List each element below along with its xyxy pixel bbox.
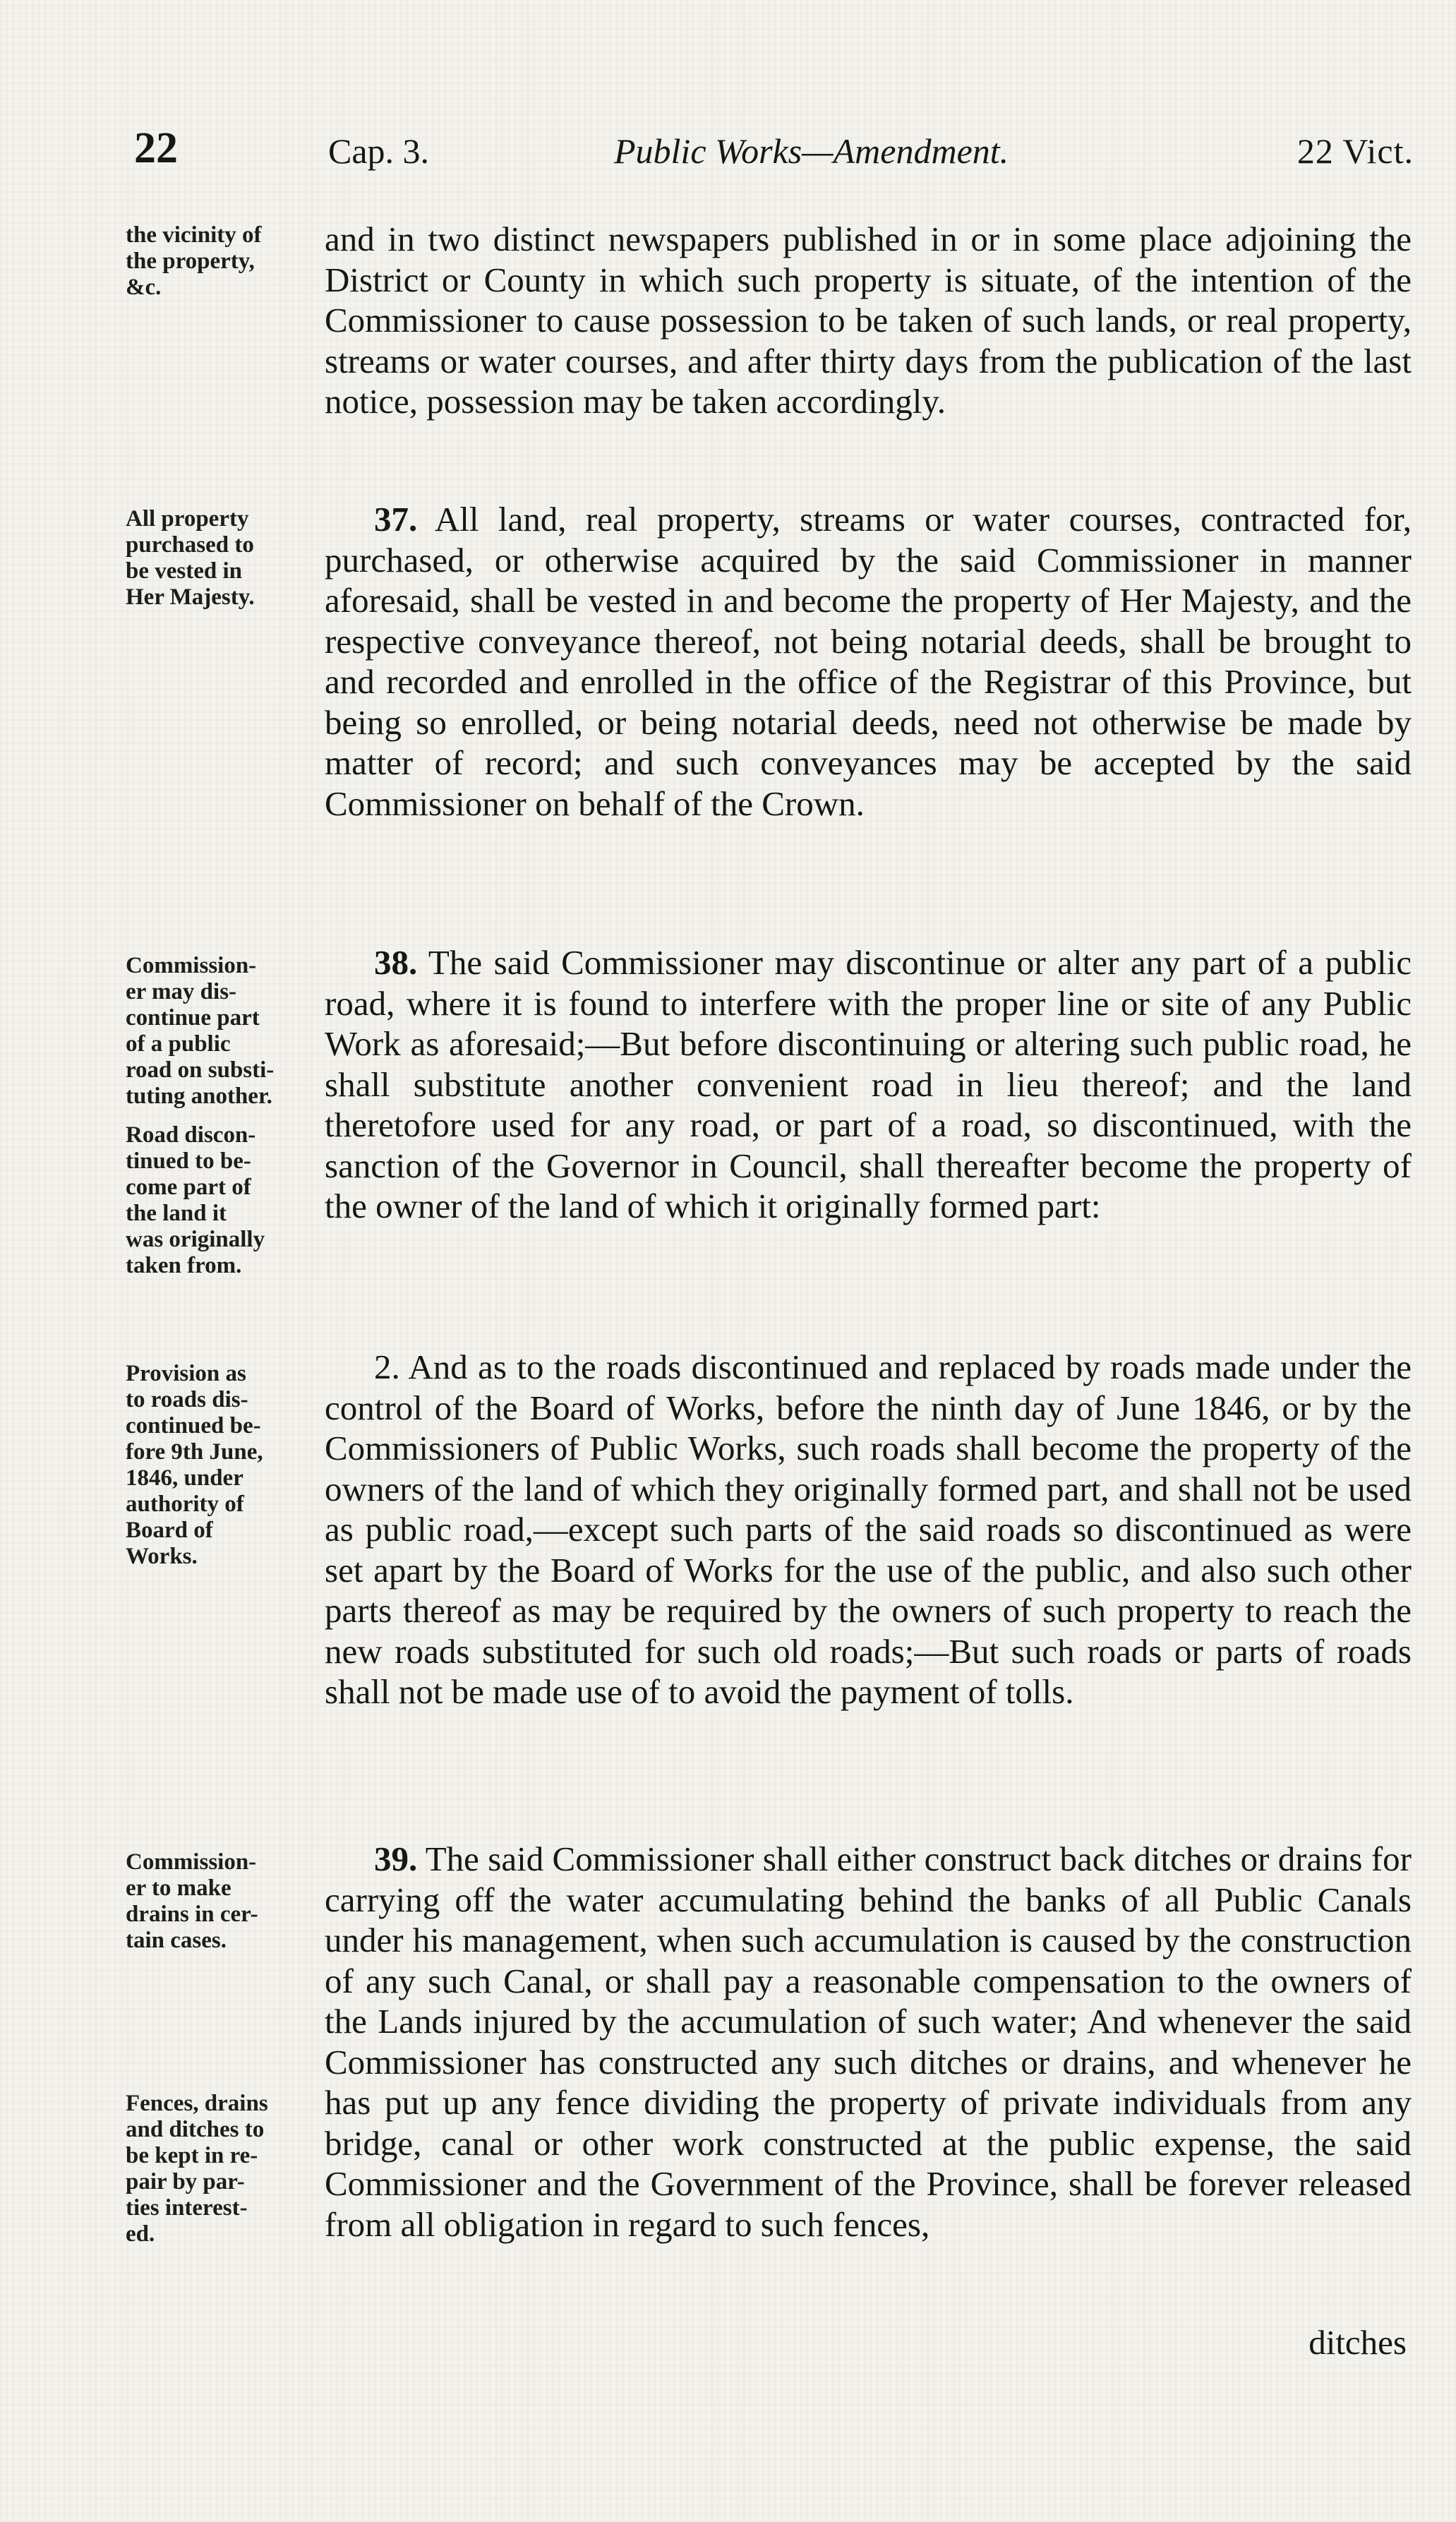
section-number: 39.: [374, 1839, 418, 1878]
paragraph-continuation: [325, 219, 1412, 422]
margin-note: Provision as to roads dis- continued be- fore 9th June, 1846, under authority of Board of Works.: [126, 1361, 263, 1569]
margin-note: Commission- er may dis- continue part of a public road on substi- tuting another.: [126, 953, 275, 1109]
section-38: [325, 942, 1412, 1227]
section-39: [325, 1839, 1412, 2245]
section-37: [325, 499, 1412, 824]
paragraph-text: The said Commissioner may discontinue or alter any part of a public road, where it is found to interfere with the proper line or site of any Public Work as aforesaid;—But before discontinuing or altering such public road, he shall substitute another convenient road in lieu thereof; and the land theretofore used for any road, or part of a road, so discontinued, with the sanction of the Governor in Council, shall thereafter become the property of the owner of the land of which it originally formed part:: [325, 943, 1412, 1225]
paragraph-text: 2. And as to the roads discontinued and replaced by roads made under the control of the Board of Works, before the ninth day of June 1846, or by the Commissioners of Public Works, such roads shall become the property of the owners of the land of which they originally formed part, and shall not be used as public road,—except such parts of the said roads so discontinued as were set apart by the Board of Works for the use of the public, and also such other parts thereof as may be required by the owners of such property to reach the new roads substituted for such old roads;—But such roads or parts of roads shall not be made use of to avoid the payment of tolls.: [325, 1347, 1412, 1711]
margin-note: Fences, drains and ditches to be kept in re- pair by par- ties interest- ed.: [126, 2091, 268, 2247]
subsection-2: [325, 1347, 1412, 1712]
margin-note: the vicinity of the property, &c.: [126, 222, 262, 300]
page-number: 22: [134, 124, 178, 172]
margin-note: Road discon- tinued to be- come part of the land it was originally taken from.: [126, 1122, 265, 1278]
paragraph-text: The said Commissioner shall either construct back ditches or drains for carrying off the water accumulating behind the banks of all Public Canals under his management, when such accumulation is caused by the construction of any such Canal, or shall pay a reasonable compensation to the owners of the Lands injured by the accumulation of such water; And whenever the said Commissioner has constructed any such ditches or drains, and whenever he has put up any fence dividing the property of private individuals from any bridge, canal or other work constructed at the public expense, the said Commissioner and the Government of the Province, shall be forever released from all obligation in regard to such fences,: [325, 1839, 1412, 2244]
chapter-reference: Cap. 3.: [328, 131, 430, 171]
paragraph-text: and in two distinct newspapers published in or in some place adjoining the District or County in which such property is situate, of the intention of the Commissioner to cause possession to be taken of such lands, or real property, streams or water courses, and after thirty days from the publication of the last notice, possession may be taken accordingly.: [325, 220, 1412, 421]
catchword: ditches: [1308, 2323, 1407, 2362]
section-number: 38.: [374, 943, 418, 982]
margin-note: All property purchased to be vested in Her Majesty.: [126, 506, 255, 610]
section-number: 37.: [374, 500, 418, 539]
paragraph-text: All land, real property, streams or water courses, contracted for, purchased, or otherwise acquired by the said Commissioner in manner aforesaid, shall be vested in and become the property of Her Majesty, and the respective conveyance thereof, not being notarial deeds, shall be brought to and recorded and enrolled in the office of the Registrar of this Province, but being so enrolled, or being notarial deeds, need not otherwise be made by matter of record; and such conveyances may be accepted by the said Commissioner on behalf of the Crown.: [325, 500, 1412, 823]
running-title: Public Works—Amendment.: [614, 131, 1009, 171]
running-header: [127, 124, 1414, 187]
margin-note: Commission- er to make drains in cer- tain cases.: [126, 1849, 258, 1953]
regnal-year: 22 Vict.: [1296, 131, 1414, 171]
